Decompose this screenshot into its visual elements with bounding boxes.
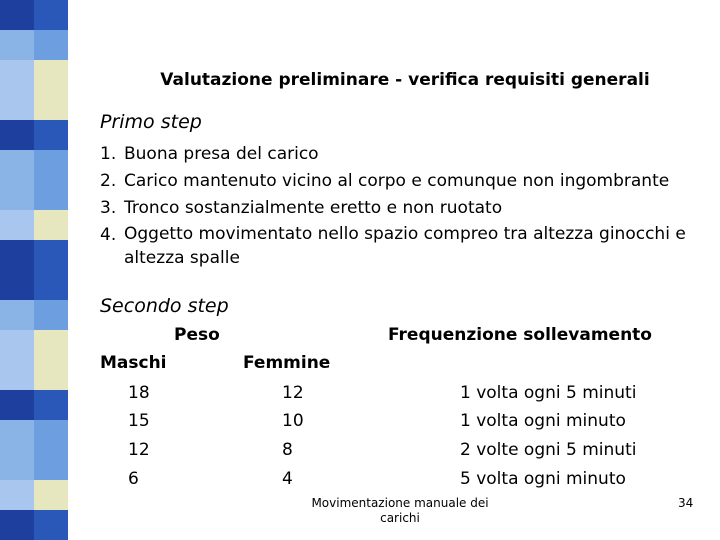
stripe-tile <box>0 120 34 150</box>
stripe-tile <box>34 150 68 180</box>
stripe-tile <box>34 90 68 120</box>
stripe-row <box>0 390 68 420</box>
secondo-step-heading: Secondo step <box>100 295 229 317</box>
stripe-tile <box>0 150 34 180</box>
requirements-list <box>100 141 700 270</box>
stripe-row <box>0 300 68 330</box>
stripe-row <box>0 450 68 480</box>
stripe-tile <box>0 330 34 360</box>
stripe-tile <box>34 120 68 150</box>
stripe-tile <box>34 270 68 300</box>
list-item-text: Tronco sostanzialmente eretto e non ruotato <box>124 198 503 218</box>
maschi-value: 6 <box>128 469 139 489</box>
peso-header: Peso <box>174 325 220 345</box>
stripe-row <box>0 0 68 30</box>
maschi-value: 18 <box>128 383 150 403</box>
stripe-tile <box>0 0 34 30</box>
femmine-value: 12 <box>282 383 304 403</box>
list-item <box>100 222 700 270</box>
stripe-row <box>0 240 68 270</box>
stripe-row <box>0 330 68 360</box>
frequency-value: 1 volta ogni 5 minuti <box>460 383 637 403</box>
stripe-tile <box>0 390 34 420</box>
maschi-value: 15 <box>128 411 150 431</box>
stripe-row <box>0 360 68 390</box>
femmine-header: Femmine <box>243 353 331 373</box>
decorative-stripe <box>0 0 68 540</box>
femmine-value: 10 <box>282 411 304 431</box>
frequency-value: 5 volta ogni minuto <box>460 469 626 489</box>
page-number: 34 <box>678 496 694 510</box>
stripe-tile <box>34 30 68 60</box>
slide-footer: Movimentazione manuale dei carichi <box>311 496 489 525</box>
stripe-row <box>0 210 68 240</box>
stripe-row <box>0 120 68 150</box>
stripe-tile <box>0 360 34 390</box>
stripe-tile <box>0 300 34 330</box>
stripe-tile <box>34 300 68 330</box>
stripe-tile <box>0 180 34 210</box>
stripe-tile <box>34 510 68 540</box>
stripe-tile <box>0 450 34 480</box>
stripe-row <box>0 90 68 120</box>
frequency-value: 1 volta ogni minuto <box>460 411 626 431</box>
list-item-text: Buona presa del carico <box>124 144 319 164</box>
stripe-tile <box>0 90 34 120</box>
list-item-number: 2. <box>100 171 117 191</box>
stripe-row <box>0 420 68 450</box>
stripe-tile <box>0 270 34 300</box>
stripe-row <box>0 270 68 300</box>
stripe-tile <box>0 30 34 60</box>
stripe-tile <box>34 330 68 360</box>
stripe-tile <box>34 240 68 270</box>
slide-title: Valutazione preliminare - verifica requisiti generali <box>160 70 650 90</box>
stripe-row <box>0 480 68 510</box>
frequency-value: 2 volte ogni 5 minuti <box>460 440 637 460</box>
frequency-header: Frequenzione sollevamento <box>388 325 652 345</box>
stripe-tile <box>34 480 68 510</box>
list-item-number: 3. <box>100 198 117 218</box>
stripe-tile <box>0 420 34 450</box>
primo-step-heading: Primo step <box>100 111 202 133</box>
stripe-tile <box>34 390 68 420</box>
list-item-text: Carico mantenuto vicino al corpo e comunque non ingombrante <box>124 171 670 191</box>
stripe-row <box>0 510 68 540</box>
stripe-tile <box>0 60 34 90</box>
stripe-row <box>0 180 68 210</box>
stripe-tile <box>0 510 34 540</box>
stripe-row <box>0 150 68 180</box>
stripe-tile <box>34 60 68 90</box>
stripe-row <box>0 60 68 90</box>
femmine-value: 8 <box>282 440 293 460</box>
stripe-tile <box>34 180 68 210</box>
stripe-tile <box>34 210 68 240</box>
stripe-tile <box>34 0 68 30</box>
stripe-tile <box>0 240 34 270</box>
stripe-tile <box>34 360 68 390</box>
list-item <box>100 141 700 168</box>
femmine-value: 4 <box>282 469 293 489</box>
stripe-row <box>0 30 68 60</box>
list-item-text: Oggetto movimentato nello spazio compreo tra altezza ginocchi e altezza spalle <box>124 224 686 268</box>
list-item <box>100 195 700 222</box>
list-item-number: 4. <box>100 225 117 245</box>
list-item-number: 1. <box>100 144 117 164</box>
stripe-tile <box>34 420 68 450</box>
stripe-tile <box>0 480 34 510</box>
maschi-value: 12 <box>128 440 150 460</box>
stripe-tile <box>34 450 68 480</box>
list-item <box>100 168 700 195</box>
maschi-header: Maschi <box>100 353 167 373</box>
stripe-tile <box>0 210 34 240</box>
